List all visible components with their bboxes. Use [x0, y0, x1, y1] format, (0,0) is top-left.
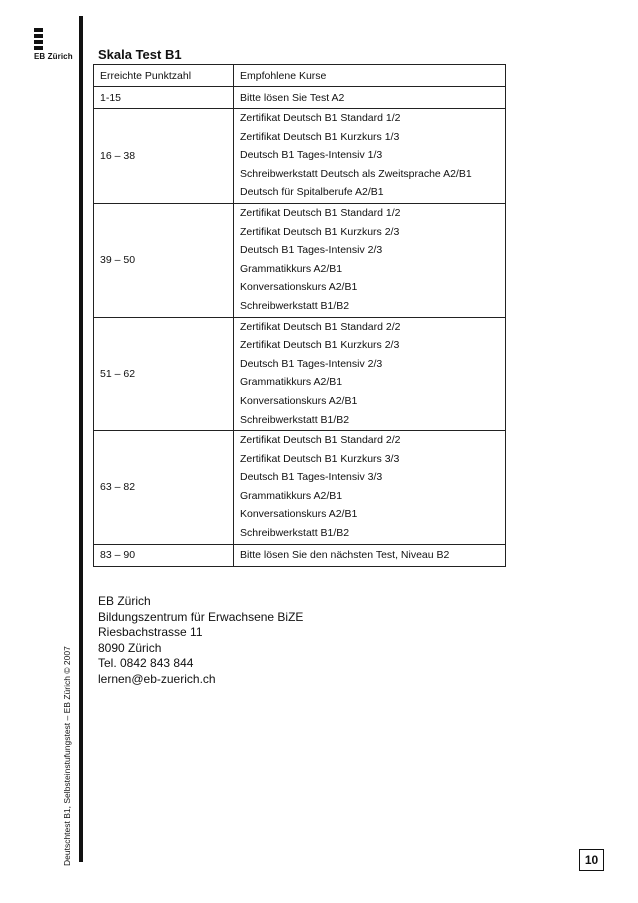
course-item: Deutsch B1 Tages-Intensiv 2/3 [240, 357, 383, 370]
courses-cell [234, 109, 506, 204]
course-item: Zertifikat Deutsch B1 Standard 1/2 [240, 112, 401, 124]
score-range-cell: 63 – 82 [94, 431, 234, 545]
address-line: Bildungszentrum für Erwachsene BiZE [98, 609, 304, 624]
score-range-cell: 83 – 90 [94, 544, 234, 566]
header-score: Erreichte Punktzahl [94, 65, 234, 87]
score-range-cell: 51 – 62 [94, 317, 234, 431]
table-row [94, 544, 506, 566]
vertical-rule [79, 16, 83, 862]
address-line: Riesbachstrasse 11 [98, 625, 203, 639]
courses-cell [234, 87, 506, 109]
score-range-cell: 39 – 50 [94, 203, 234, 317]
course-item: Schreibwerkstatt Deutsch als Zweitsprache A2/B1 [240, 167, 472, 180]
course-item: Zertifikat Deutsch B1 Kurzkurs 2/3 [240, 339, 400, 352]
table-row [94, 87, 506, 109]
score-table [93, 64, 506, 567]
address-line: EB Zürich [98, 594, 151, 608]
page-title: Skala Test B1 [98, 47, 182, 62]
table-row [94, 203, 506, 317]
table-row [94, 317, 506, 431]
courses-cell [234, 431, 506, 545]
address-line: 8090 Zürich [98, 640, 162, 655]
course-item: Bitte lösen Sie den nächsten Test, Niveau B2 [240, 549, 450, 562]
course-item: Grammatikkurs A2/B1 [240, 376, 343, 389]
page-number: 10 [579, 849, 604, 871]
course-item: Zertifikat Deutsch B1 Kurzkurs 2/3 [240, 225, 400, 238]
table-header-row [94, 65, 506, 87]
courses-cell [234, 544, 506, 566]
course-item: Grammatikkurs A2/B1 [240, 489, 343, 502]
logo [34, 28, 73, 61]
address-block [98, 594, 303, 687]
course-item: Zertifikat Deutsch B1 Kurzkurs 1/3 [240, 130, 400, 143]
course-item: Deutsch B1 Tages-Intensiv 3/3 [240, 471, 383, 484]
courses-cell [234, 317, 506, 431]
course-item: Schreibwerkstatt B1/B2 [240, 527, 350, 540]
header-courses: Empfohlene Kurse [234, 65, 506, 87]
sidebar-vertical-text: Deutschtest B1, Selbsteinstufungstest – EB Zürich © 2007 [62, 646, 72, 866]
course-item: Zertifikat Deutsch B1 Standard 2/2 [240, 434, 401, 447]
course-item: Grammatikkurs A2/B1 [240, 262, 343, 275]
logo-mark-icon [34, 28, 43, 50]
address-line: Tel. 0842 843 844 [98, 656, 194, 670]
course-item: Bitte lösen Sie Test A2 [240, 91, 345, 104]
score-range-cell: 16 – 38 [94, 109, 234, 204]
address-line: lernen@eb-zuerich.ch [98, 671, 216, 686]
table-row [94, 431, 506, 545]
table-row [94, 109, 506, 204]
course-item: Konversationskurs A2/B1 [240, 281, 358, 294]
course-item: Deutsch B1 Tages-Intensiv 2/3 [240, 244, 383, 257]
course-item: Schreibwerkstatt B1/B2 [240, 299, 350, 312]
course-item: Deutsch B1 Tages-Intensiv 1/3 [240, 149, 383, 162]
course-item: Zertifikat Deutsch B1 Standard 2/2 [240, 320, 401, 333]
course-item: Schreibwerkstatt B1/B2 [240, 413, 350, 426]
courses-cell [234, 203, 506, 317]
course-item: Zertifikat Deutsch B1 Standard 1/2 [240, 206, 401, 219]
logo-text: EB Zürich [34, 52, 73, 61]
course-item: Konversationskurs A2/B1 [240, 508, 358, 521]
course-item: Konversationskurs A2/B1 [240, 394, 358, 407]
score-range-cell: 1-15 [94, 87, 234, 109]
course-item: Zertifikat Deutsch B1 Kurzkurs 3/3 [240, 452, 400, 465]
course-item: Deutsch für Spitalberufe A2/B1 [240, 186, 384, 199]
